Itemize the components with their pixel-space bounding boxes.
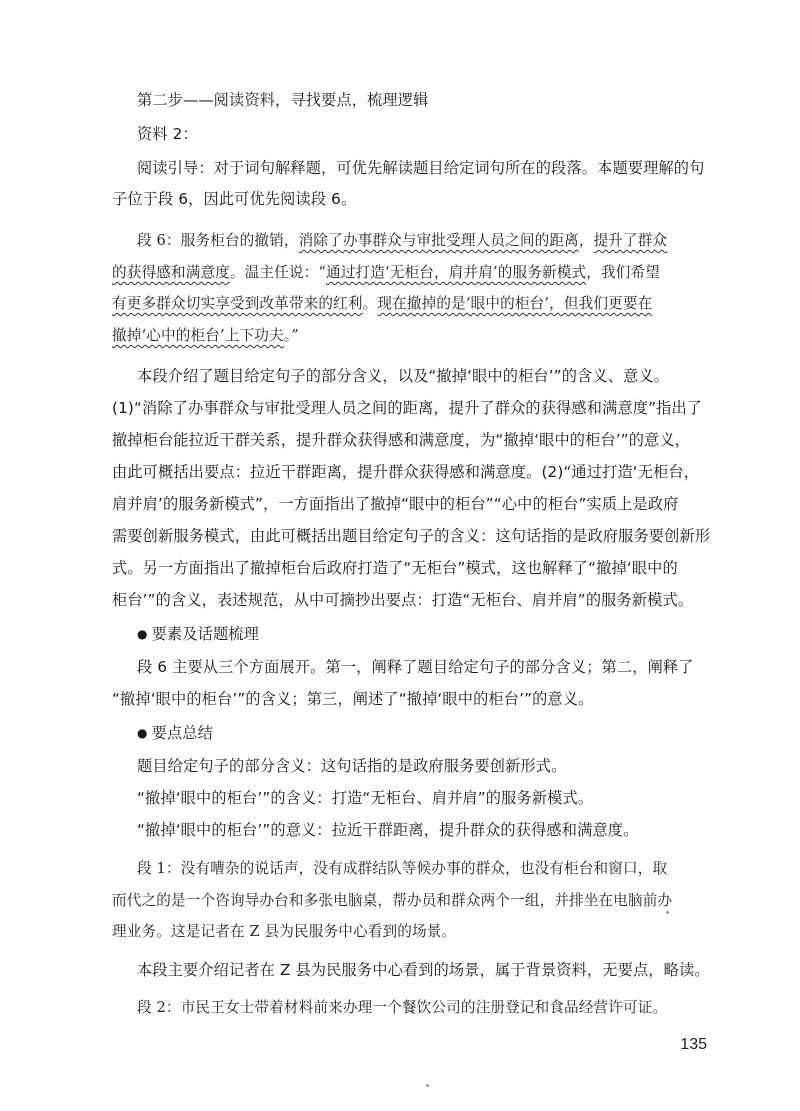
bullet-elements <box>137 624 259 645</box>
analysis-line: 柜台’”的含义，表述规范，从中可摘抄出要点：打造“无柜台、肩并肩”的服务新模式。 <box>112 591 694 609</box>
bullet-label: 要素及话题梳理 <box>151 625 259 643</box>
reading-guide-line-2: 子位于段 6，因此可优先阅读段 6。 <box>112 190 357 208</box>
para6-underlined: 现在撤掉的是‘眼中的柜台’，但我们更要在 <box>377 295 653 312</box>
para6-underlined: 的获得感和满意度 <box>112 264 230 281</box>
para6-text: 。温主任说：“ <box>229 264 327 281</box>
analysis-line: 肩并肩’的服务新模式”，一方面指出了撤掉“眼中的柜台”“心中的柜台”实质上是政府 <box>112 495 679 513</box>
elements-line: 段 6 主要从三个方面展开。第一，阐释了题目给定句子的部分含义；第二，阐释了 <box>137 658 694 676</box>
para6-underlined: 撤掉‘心中的柜台’上下功夫 <box>112 327 284 344</box>
analysis-line: (1)“消除了办事群众与审批受理人员之间的距离，提升了群众的获得感和满意度”指出了 <box>112 399 703 417</box>
analysis-line: 撤掉柜台能拉近干群关系，提升群众获得感和满意度，为“撤掉‘眼中的柜台’”的意义， <box>112 431 691 449</box>
bullet-dot-icon: ● <box>137 726 148 740</box>
analysis-line: 需要创新服务模式，由此可概括出题目给定句子的含义：这句话指的是政府服务要创新形 <box>112 527 711 545</box>
para6-line-4 <box>112 326 299 346</box>
step-heading: 第二步——阅读资料，寻找要点，梳理逻辑 <box>137 91 429 109</box>
para6-underlined: 消除了办事群众与审批受理人员之间的距离 <box>298 232 579 249</box>
analysis-line: 本段介绍了题目给定句子的部分含义，以及“撤掉‘眼中的柜台’”的含义、意义。 <box>137 367 670 385</box>
summary-line: 题目给定句子的部分含义：这句话指的是政府服务要创新形式。 <box>137 757 567 775</box>
para2-line: 段 2：市民王女士带着材料前来办理一个餐饮公司的注册登记和食品经营许可证。 <box>137 999 668 1016</box>
para1-line: 理业务。这是记者在 Z 县为民服务中心看到的场景。 <box>112 923 457 940</box>
material-label: 资料 2： <box>137 125 198 143</box>
page-number: 135 <box>680 1036 707 1053</box>
para6-text: 。” <box>283 327 299 344</box>
para6-text: ， <box>578 232 594 249</box>
reading-guide-line-1: 阅读引导：对于词句解释题，可优先解读题目给定词句所在的段落。本题要理解的句 <box>137 159 705 177</box>
para1-note: 本段主要介绍记者在 Z 县为民服务中心看到的场景，属于背景资料，无要点，略读。 <box>137 961 710 979</box>
para6-text: ，我们希望 <box>586 264 660 281</box>
para6-line-3 <box>112 294 652 314</box>
elements-line: “撤掉‘眼中的柜台’”的含义；第三，阐述了“撤掉‘眼中的柜台’”的意义。 <box>112 690 594 708</box>
bullet-label: 要点总结 <box>151 724 213 742</box>
para6-underlined: 有更多群众切实享受到改革带来的红利 <box>112 295 363 312</box>
para6-text: 。 <box>362 295 378 312</box>
bullet-summary <box>137 723 213 744</box>
para1-line: 而代之的是一个咨询导办台和多张电脑桌，帮办员和群众两个一组，并排坐在电脑前办 <box>112 892 673 909</box>
bullet-dot-icon: ● <box>137 627 148 641</box>
para1-line: 段 1：没有嘈杂的说话声，没有成群结队等候办事的群众，也没有柜台和窗口，取 <box>137 860 668 877</box>
summary-line: “撤掉‘眼中的柜台’”的含义：打造“无柜台、肩并肩”的服务新模式。 <box>137 789 594 807</box>
analysis-line: 由此可概括出要点：拉近干群距离，提升群众获得感和满意度。(2)“通过打造‘无柜台， <box>112 463 700 481</box>
para6-underlined: 通过打造‘无柜台，肩并肩’的服务新模式 <box>326 264 587 281</box>
scan-speck <box>426 1084 429 1087</box>
para6-line-1 <box>137 231 667 251</box>
scan-speck <box>666 911 669 914</box>
summary-line: “撤掉‘眼中的柜台’”的意义：拉近干群距离，提升群众的获得感和满意度。 <box>137 821 639 839</box>
para6-underlined: 提升了群众 <box>593 232 668 249</box>
analysis-line: 式。另一方面指出了撤掉柜台后政府打造了“无柜台”模式，这也解释了“撤掉‘眼中的 <box>112 559 678 577</box>
para6-text: 段 6：服务柜台的撤销， <box>137 232 299 249</box>
para6-line-2 <box>112 263 660 283</box>
